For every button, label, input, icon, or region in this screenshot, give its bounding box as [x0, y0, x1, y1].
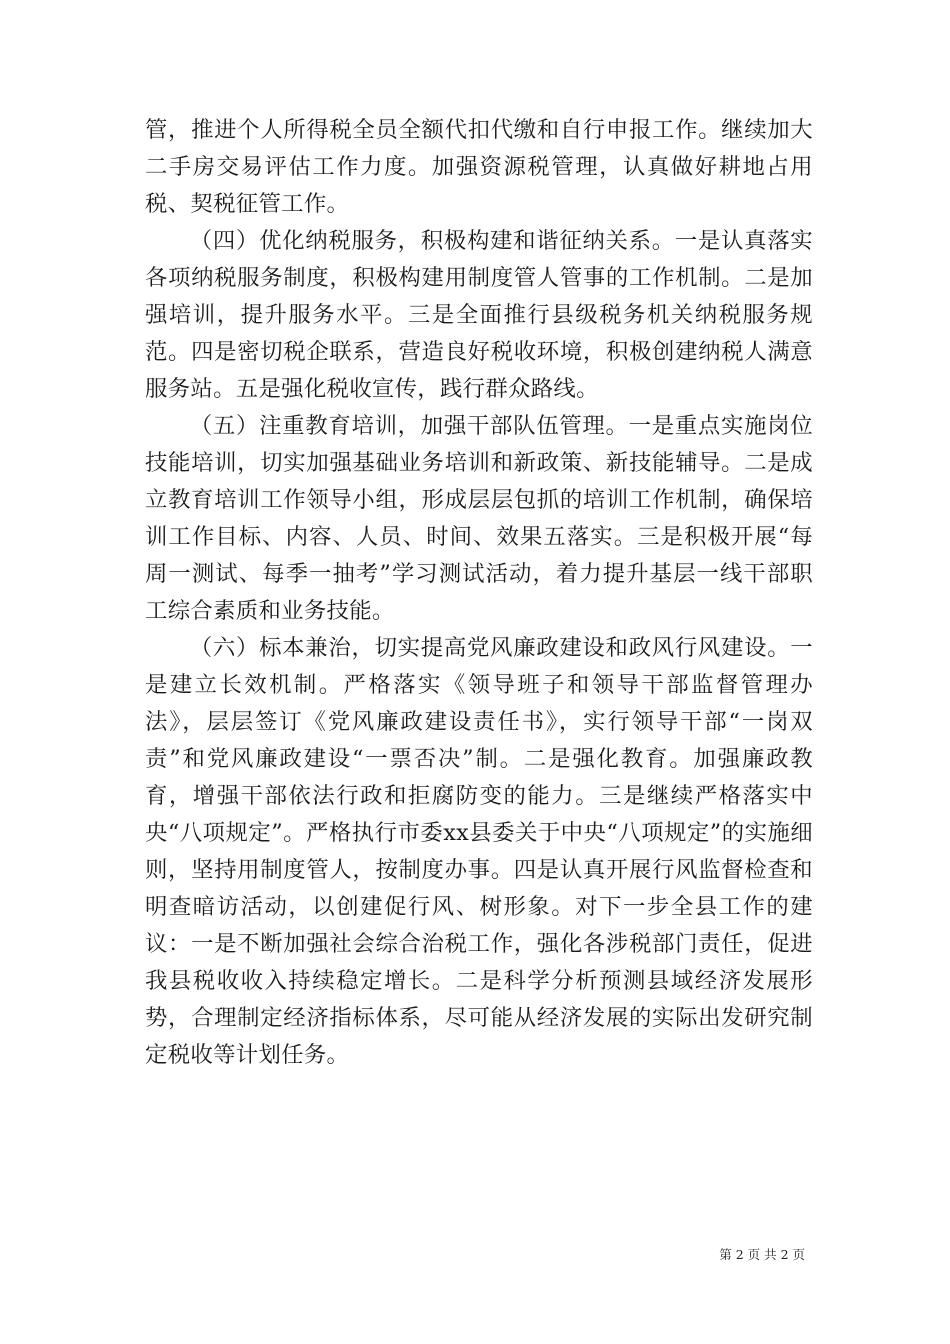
paragraph-section-6: （六）标本兼治，切实提高党风廉政建设和政风行风建设。一是建立长效机制。严格落实《领导班子和领导干部监督管理办法》，层层签订《党风廉政建设责任书》，实行领导干部“一岗双责”和党风廉政建设“一票否决”制。二是强化教育。加强廉政教育，增强干部依法行政和拒腐防变的能力。三是继续严格落实中央“八项规定”。严格执行市委xx县委关于中央“八项规定”的实施细则，坚持用制度管人，按制度办事。四是认真开展行风监督检查和明查暗访活动，以创建促行风、树形象。对下一步全县工作的建议：一是不断加强社会综合治税工作，强化各涉税部门责任，促进我县税收收入持续稳定增长。二是科学分析预测县域经济发展形势，合理制定经济指标体系，尽可能从经济发展的实际出发研究制定税收等计划任务。	[145, 635, 813, 1068]
paragraph-section-5: （五）注重教育培训，加强干部队伍管理。一是重点实施岗位技能培训，切实加强基础业务培训和新政策、新技能辅导。二是成立教育培训工作领导小组，形成层层包抓的培训工作机制，确保培训工作目标、内容、人员、时间、效果五落实。三是积极开展“每周一测试、每季一抽考”学习测试活动，着力提升基层一线干部职工综合素质和业务技能。	[145, 413, 813, 624]
document-body	[145, 112, 813, 1074]
page-number-footer: 第 2 页 共 2 页	[719, 1247, 805, 1262]
paragraph-continuation: 管，推进个人所得税全员全额代扣代缴和自行申报工作。继续加大二手房交易评估工作力度。加强资源税管理，认真做好耕地占用税、契税征管工作。	[145, 117, 813, 217]
paragraph-section-4: （四）优化纳税服务，积极构建和谐征纳关系。一是认真落实各项纳税服务制度，积极构建用制度管人管事的工作机制。二是加强培训，提升服务水平。三是全面推行县级税务机关纳税服务规范。四是密切税企联系，营造良好税收环境，积极创建纳税人满意服务站。五是强化税收宣传，践行群众路线。	[145, 228, 813, 402]
